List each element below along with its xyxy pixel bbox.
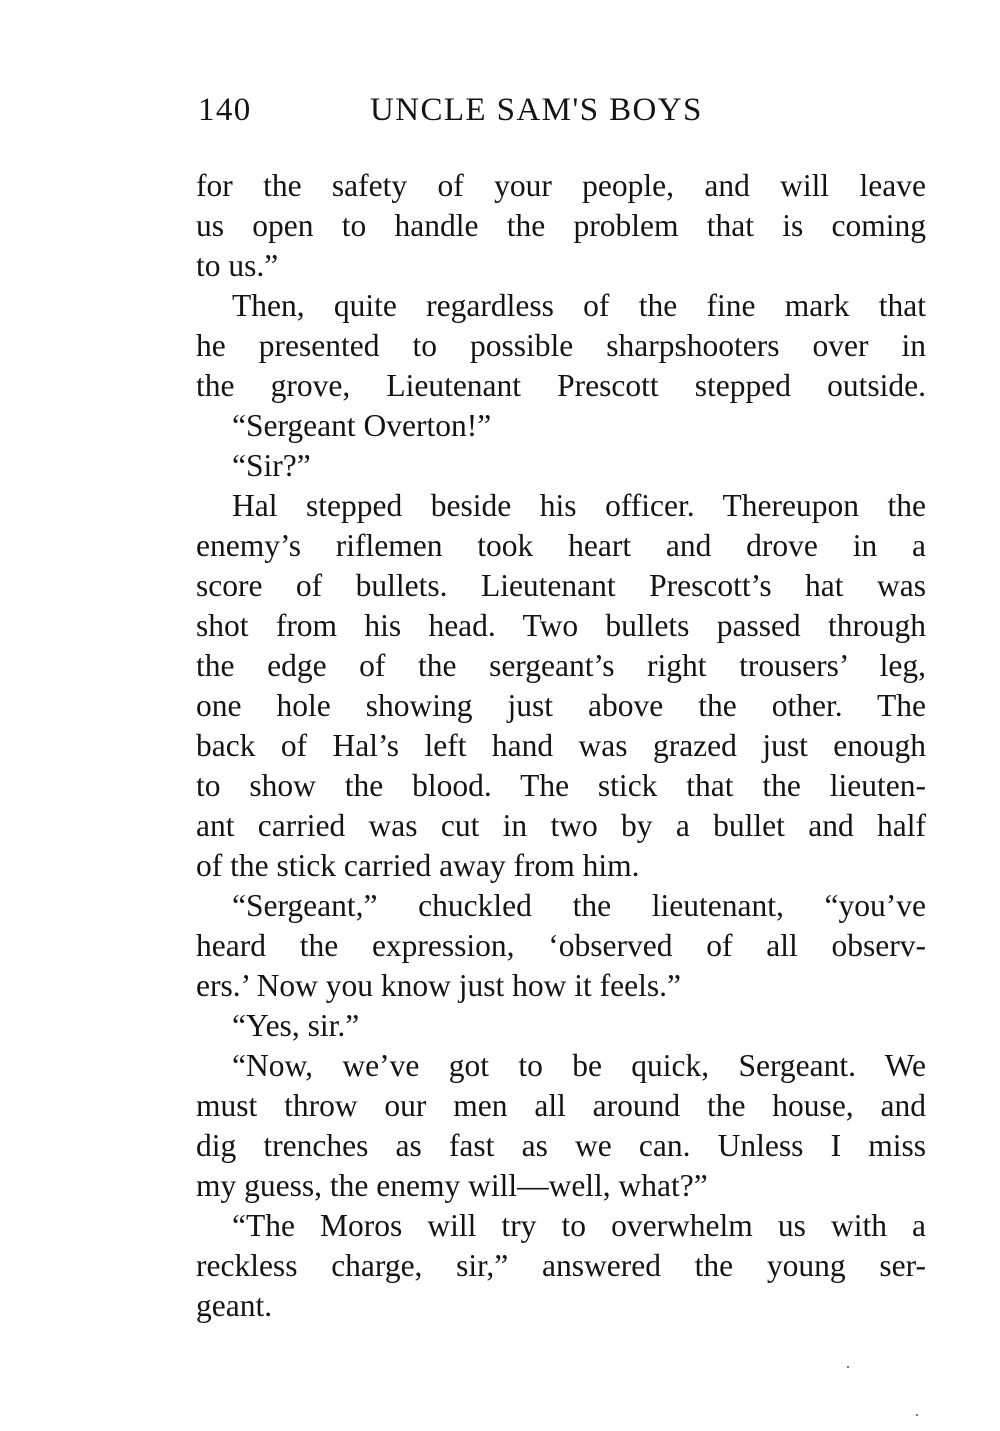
text-line: must throw our men all around the house, and <box>196 1088 926 1123</box>
text-line: enemy’s riflemen took heart and drove in a <box>196 528 926 563</box>
text-line: back of Hal’s left hand was grazed just enough <box>196 728 926 763</box>
text-line: “Yes, sir.” <box>232 1008 360 1043</box>
text-line: “Sir?” <box>232 448 311 483</box>
text-line: he presented to possible sharpshooters over in <box>196 328 926 363</box>
text-line: ant carried was cut in two by a bullet and half <box>196 808 926 843</box>
scan-speck <box>847 1366 849 1368</box>
text-line: my guess, the enemy will—well, what?” <box>196 1168 708 1203</box>
text-line: score of bullets. Lieutenant Prescott’s hat was <box>196 568 926 603</box>
scan-speck <box>916 1414 918 1416</box>
text-line: shot from his head. Two bullets passed through <box>196 608 926 643</box>
text-line: ers.’ Now you know just how it feels.” <box>196 968 681 1003</box>
text-line: of the stick carried away from him. <box>196 848 640 883</box>
book-title: UNCLE SAM'S BOYS <box>370 92 703 128</box>
text-line: us open to handle the problem that is coming <box>196 208 926 243</box>
text-line: the edge of the sergeant’s right trousers’ leg, <box>196 648 926 683</box>
text-line: “Now, we’ve got to be quick, Sergeant. We <box>232 1048 926 1083</box>
text-line: to show the blood. The stick that the lieuten- <box>196 768 926 803</box>
text-line: to us.” <box>196 248 279 283</box>
text-line: geant. <box>196 1288 273 1323</box>
text-line: “Sergeant,” chuckled the lieutenant, “you’ve <box>232 888 926 923</box>
text-line: the grove, Lieutenant Prescott stepped outside. <box>196 368 926 403</box>
running-head <box>198 88 758 132</box>
text-line: dig trenches as fast as we can. Unless I miss <box>196 1128 926 1163</box>
text-line: “Sergeant Overton!” <box>232 408 492 443</box>
text-line: Then, quite regardless of the fine mark that <box>232 288 926 323</box>
text-line: “The Moros will try to overwhelm us with a <box>232 1208 926 1243</box>
body-text <box>196 166 926 1326</box>
text-line: for the safety of your people, and will leave <box>196 168 926 203</box>
text-line: reckless charge, sir,” answered the young ser- <box>196 1248 926 1283</box>
page-number: 140 <box>198 92 252 128</box>
text-line: one hole showing just above the other. The <box>196 688 926 723</box>
text-line: heard the expression, ‘observed of all observ- <box>196 928 926 963</box>
text-line: Hal stepped beside his officer. Thereupon the <box>232 488 926 523</box>
